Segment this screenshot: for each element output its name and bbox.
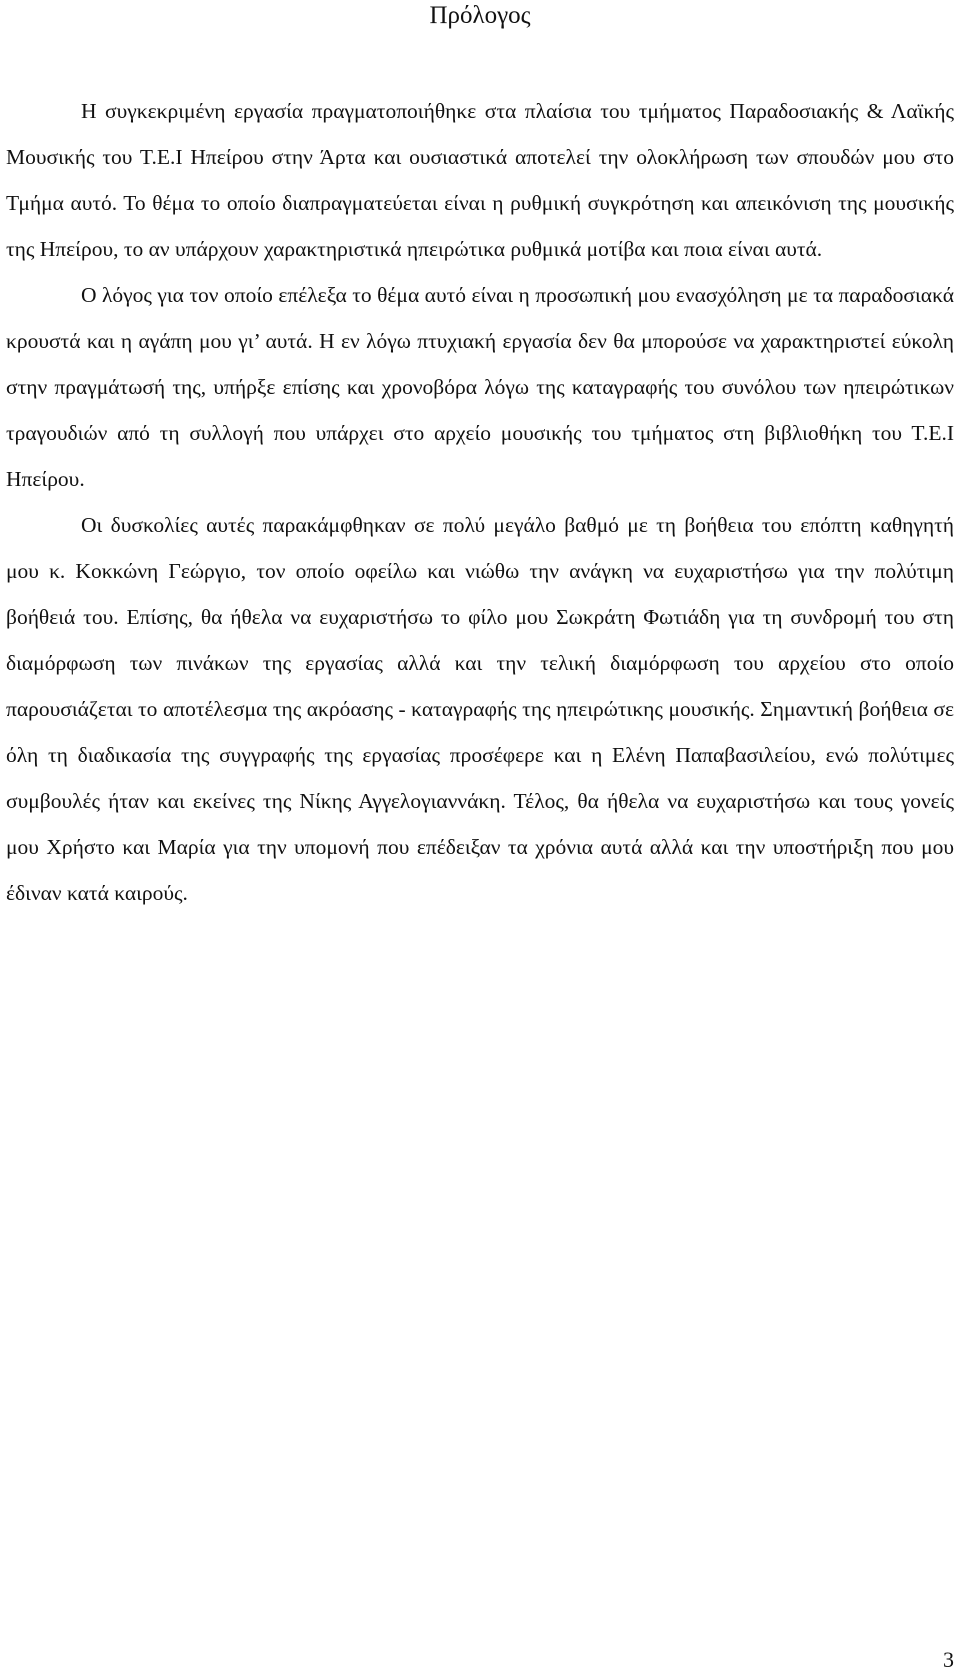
paragraph-intro: Η συγκεκριμένη εργασία πραγματοποιήθηκε στα πλαίσια του τμήματος Παραδοσιακής & Λαϊκής Μουσικής του Τ.Ε.Ι Ηπείρου στην Άρτα και ουσιαστικά αποτελεί την ολοκλήρωση των σπουδών μου στο Τμήμα αυτό. Το θέμα το οποίο διαπραγματεύεται είναι η ρυθμική συγκρότηση και απεικόνιση της μουσικής της Ηπείρου, το αν υπάρχουν χαρακτηριστικά ηπειρώτικα ρυθμικά μοτίβα και ποια είναι αυτά. (6, 99, 954, 261)
paragraph-acknowledgements: Οι δυσκολίες αυτές παρακάμφθηκαν σε πολύ μεγάλο βαθμό με τη βοήθεια του επόπτη καθηγητή μου κ. Κοκκώνη Γεώργιο, τον οποίο οφείλω και νιώθω την ανάγκη να ευχαριστήσω για την πολύτιμη βοήθειά του. Επίσης, θα ήθελα να ευχαριστήσω το φίλο μου Σωκράτη Φωτιάδη για τη συνδρομή του στη διαμόρφωση των πινάκων της εργασίας αλλά και την τελική διαμόρφωση του αρχείου στο οποίο παρουσιάζεται το αποτέλεσμα της ακρόασης - καταγραφής της ηπειρώτικης μουσικής. Σημαντική βοήθεια σε όλη τη διαδικασία της συγγραφής της εργασίας προσέφερε και η Ελένη Παπαβασιλείου, ενώ πολύτιμες συμβουλές ήταν και εκείνες της Νίκης Αγγελογιαννάκη. Τέλος, θα ήθελα να ευχαριστήσω και τους γονείς μου Χρήστο και Μαρία για την υπομονή που επέδειξαν τα χρόνια αυτά αλλά και την υποστήριξη που μου έδιναν κατά καιρούς. (6, 513, 954, 905)
page-number: 3 (943, 1647, 954, 1672)
page-title: Πρόλογος (429, 2, 531, 29)
document-body (6, 88, 954, 916)
paragraph-motivation: Ο λόγος για τον οποίο επέλεξα το θέμα αυτό είναι η προσωπική μου ενασχόληση με τα παραδοσιακά κρουστά και η αγάπη μου γι’ αυτά. Η εν λόγω πτυχιακή εργασία δεν θα μπορούσε να χαρακτηριστεί εύκολη στην πραγμάτωσή της, υπήρξε επίσης και χρονοβόρα λόγω της καταγραφής του συνόλου των ηπειρώτικων τραγουδιών από τη συλλογή που υπάρχει στο αρχείο μουσικής του τμήματος στη βιβλιοθήκη του Τ.Ε.Ι Ηπείρου. (6, 283, 954, 491)
